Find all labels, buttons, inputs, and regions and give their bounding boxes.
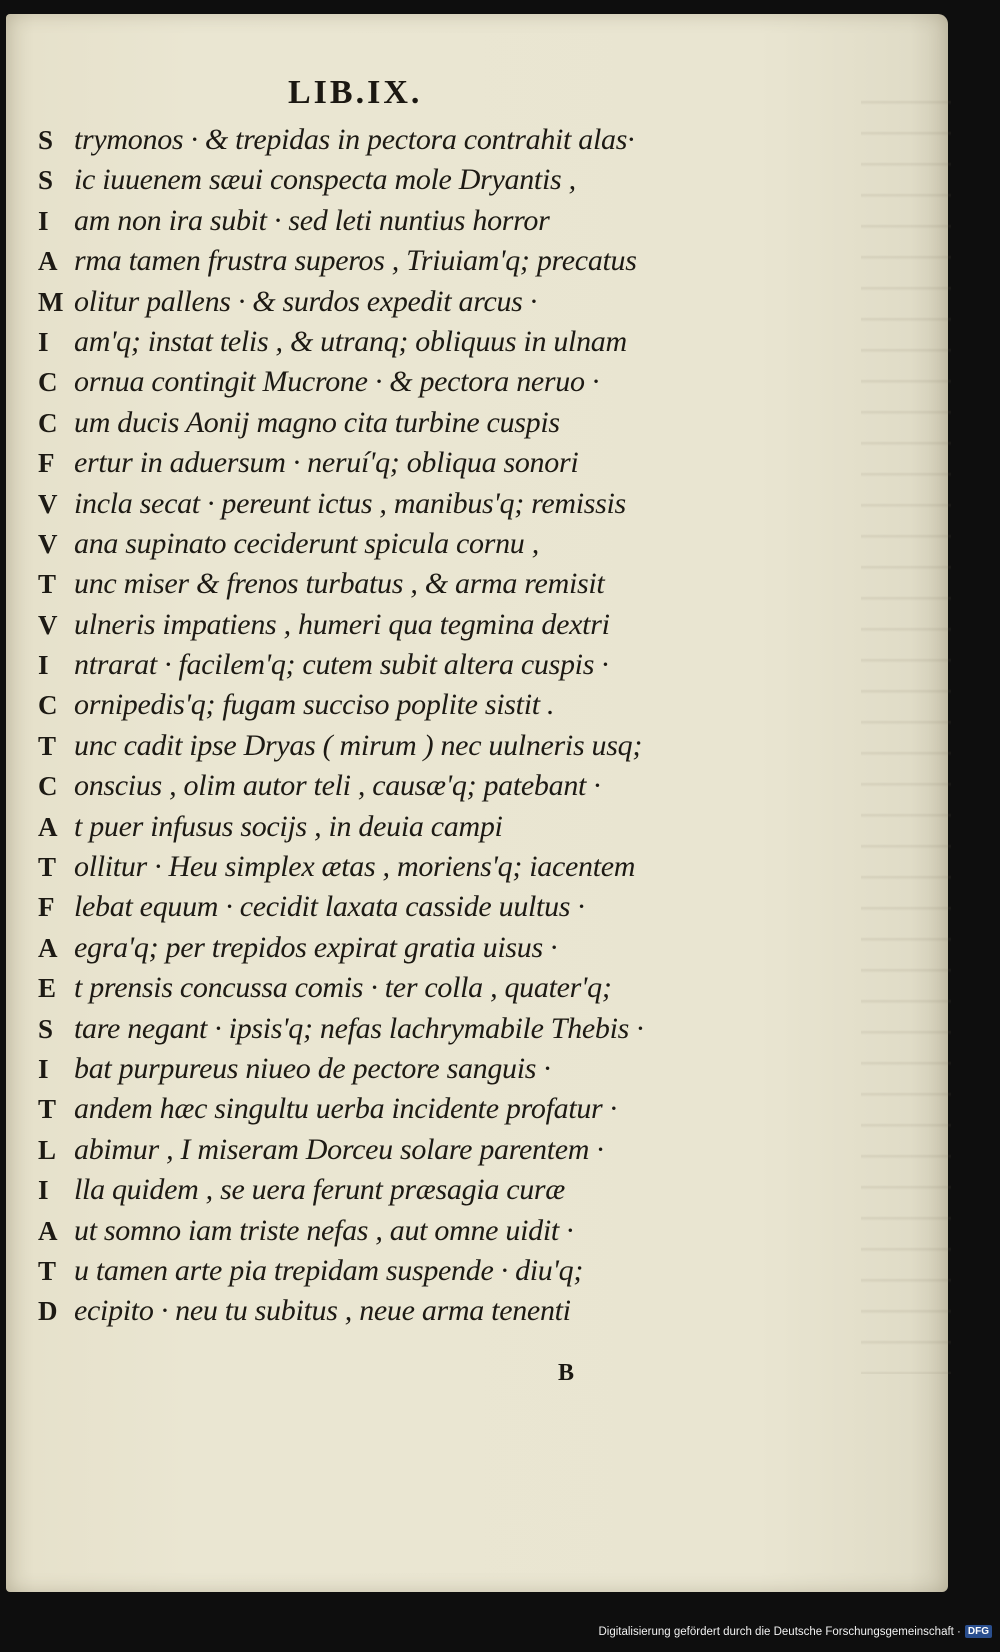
- verse-text: t prensis concussa comis · ter colla , quater'q;: [74, 971, 612, 1005]
- verse-line: [38, 968, 858, 1008]
- verse-text: egra'q; per trepidos expirat gratia uisus ·: [74, 930, 558, 964]
- verse-initial: T: [38, 730, 57, 761]
- verse-text: trymonos · & trepidas in pectora contrahit alas·: [74, 123, 635, 156]
- verse-initial: T: [38, 569, 57, 600]
- running-head: LIB.IX.: [288, 74, 423, 111]
- verse-line: [38, 766, 858, 806]
- verse-text: lebat equum · cecidit laxata casside uultus ·: [74, 890, 585, 924]
- verse-line: [38, 201, 858, 241]
- verse-text: ornua contingit Mucrone · & pectora neruo ·: [74, 365, 600, 399]
- verse-list: [38, 120, 858, 1332]
- verse-initial: A: [38, 811, 58, 842]
- verse-initial: T: [38, 852, 57, 883]
- verse-line: [38, 362, 858, 402]
- verse-initial: S: [38, 125, 54, 155]
- verse-text: ic iuuenem sæui conspecta mole Dryantis ,: [74, 163, 576, 197]
- verse-text: incla secat · pereunt ictus , manibus'q; remissis: [74, 486, 626, 520]
- verse-text: ecipito · neu tu subitus , neue arma tenenti: [74, 1294, 571, 1328]
- verse-initial: C: [38, 771, 58, 802]
- verse-initial: V: [38, 528, 58, 559]
- verse-line: [38, 1009, 858, 1049]
- verse-initial: S: [38, 1013, 54, 1044]
- verse-initial: A: [38, 932, 58, 963]
- verse-line: [38, 524, 858, 564]
- verse-line: [38, 605, 858, 645]
- verse-initial: S: [38, 165, 54, 196]
- verse-line: [38, 685, 858, 725]
- verse-text: onscius , olim autor teli , causæ'q; patebant ·: [74, 769, 601, 803]
- verse-text: unc miser & frenos turbatus , & arma remisit: [74, 567, 605, 601]
- verse-line: [38, 1049, 858, 1089]
- verse-line: [38, 443, 858, 483]
- verse-line: [38, 645, 858, 685]
- verse-text: bat purpureus niueo de pectore sanguis ·: [74, 1051, 551, 1085]
- verse-text: lla quidem , se uera ferunt præsagia curæ: [74, 1173, 566, 1207]
- verse-text: ornipedis'q; fugam succiso poplite sistit .: [74, 688, 555, 722]
- verse-text: ertur in aduersum · neruí'q; obliqua sonori: [74, 446, 579, 480]
- verse-initial: E: [38, 973, 57, 1004]
- verse-initial: I: [38, 326, 49, 357]
- verse-text: andem hæc singultu uerba incidente profatur ·: [74, 1092, 617, 1126]
- verse-initial: T: [38, 1094, 57, 1125]
- verse-line: [38, 1211, 858, 1251]
- verse-initial: I: [38, 1053, 49, 1084]
- verse-initial: C: [38, 407, 58, 438]
- verse-initial: I: [38, 650, 49, 681]
- verse-initial: F: [38, 448, 55, 479]
- verse-line: [38, 564, 858, 604]
- verse-line: [38, 807, 858, 847]
- verse-initial: A: [38, 246, 58, 277]
- verse-line: [38, 241, 858, 281]
- verse-initial: V: [38, 488, 58, 519]
- show-through-bleed: [861, 74, 951, 1374]
- verse-line: [38, 1291, 858, 1331]
- verse-initial: C: [38, 690, 58, 721]
- verse-line: [38, 726, 858, 766]
- verse-text: ana supinato ceciderunt spicula cornu ,: [74, 526, 539, 560]
- verse-text: am'q; instat telis , & utranq; obliquus in ulnam: [74, 324, 627, 358]
- verse-line: [38, 887, 858, 927]
- verse-text: olitur pallens · & surdos expedit arcus ·: [74, 284, 537, 318]
- verse-initial: L: [38, 1134, 57, 1165]
- verse-text: tare negant · ipsis'q; nefas lachrymabile Thebis ·: [74, 1011, 644, 1045]
- verse-initial: V: [38, 609, 58, 640]
- verse-initial: I: [38, 205, 49, 236]
- verse-text: u tamen arte pia trepidam suspende · diu'q;: [74, 1253, 584, 1287]
- signature-mark: B: [558, 1360, 575, 1386]
- verse-initial: T: [38, 1255, 57, 1286]
- verse-text: abimur , I miseram Dorceu solare parentem ·: [74, 1132, 604, 1166]
- verse-text: rma tamen frustra superos , Triuiam'q; precatus: [74, 244, 637, 278]
- verse-text: ntrarat · facilem'q; cutem subit altera cuspis ·: [74, 648, 609, 682]
- verse-line: [38, 1130, 858, 1170]
- verse-text: ut somno iam triste nefas , aut omne uidit ·: [74, 1213, 574, 1247]
- verse-text: ollitur · Heu simplex ætas , moriens'q; iacentem: [74, 850, 636, 884]
- dfg-logo: DFG: [965, 1625, 992, 1638]
- verse-line: [38, 1170, 858, 1210]
- verse-text: um ducis Aonij magno cita turbine cuspis: [74, 405, 560, 439]
- verse-text: am non ira subit · sed leti nuntius horror: [74, 203, 550, 237]
- verse-line: [38, 322, 858, 362]
- verse-initial: I: [38, 1175, 49, 1206]
- verse-text: ulneris impatiens , humeri qua tegmina dextri: [74, 607, 610, 641]
- book-page: [6, 14, 948, 1592]
- verse-line: [38, 847, 858, 887]
- verse-initial: C: [38, 367, 58, 398]
- verse-text: unc cadit ipse Dryas ( mirum ) nec uulneris usq;: [74, 728, 643, 762]
- footer-credit: Digitalisierung gefördert durch die Deutsche Forschungsgemeinschaft ·: [598, 1625, 961, 1638]
- digitization-footer: [598, 1625, 992, 1638]
- verse-initial: M: [38, 286, 64, 317]
- verse-line: [38, 1251, 858, 1291]
- verse-line: [38, 403, 858, 443]
- verse-initial: F: [38, 892, 55, 923]
- verse-text: t puer infusus socijs , in deuia campi: [74, 809, 503, 843]
- verse-line: [38, 120, 858, 160]
- verse-line: [38, 160, 858, 200]
- verse-initial: A: [38, 1215, 58, 1246]
- verse-line: [38, 928, 858, 968]
- verse-line: [38, 484, 858, 524]
- verse-initial: D: [38, 1296, 58, 1327]
- verse-line: [38, 282, 858, 322]
- verse-line: [38, 1089, 858, 1129]
